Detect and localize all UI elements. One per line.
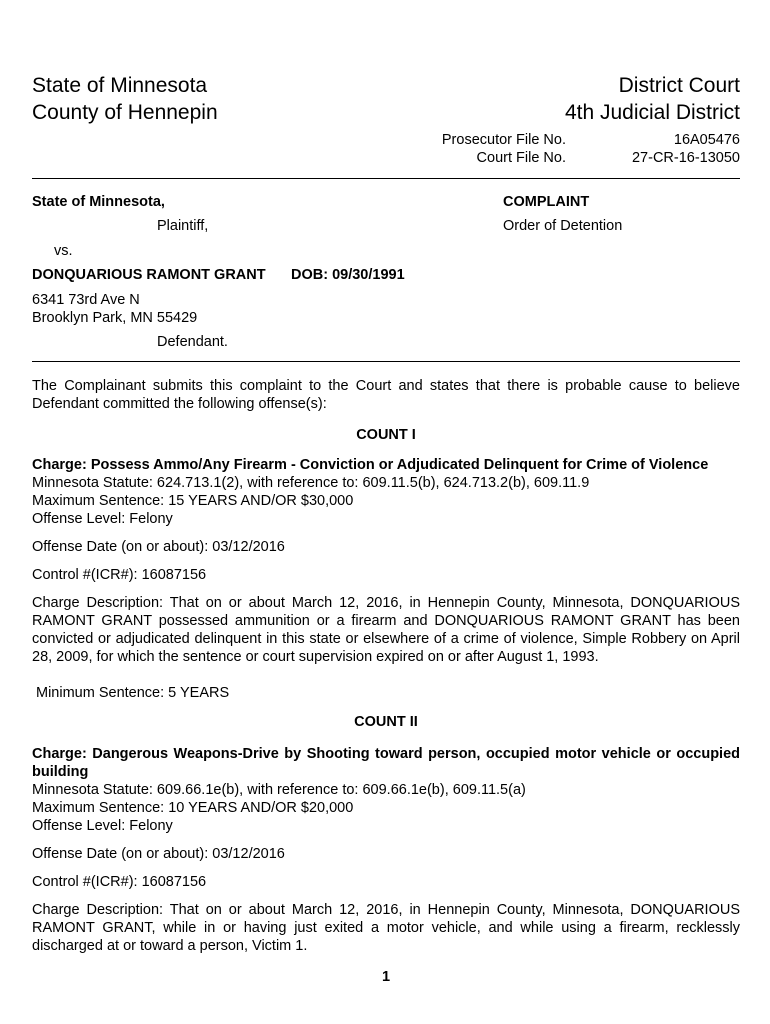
defendant-role: Defendant. — [157, 334, 228, 350]
charge-description: Charge Description: That on or about March 12, 2016, in Hennepin County, Minnesota, DONQUARIOUS RAMONT GRANT, while in or having just exited a motor vehicle, and while using a firearm, recklessly discharged at or toward a person, Victim 1. — [32, 902, 740, 954]
intro-paragraph: The Complainant submits this complaint to the Court and states that there is probable cause to believe Defendant committed the following offense(s): — [32, 378, 740, 412]
document-subtype: Order of Detention — [503, 218, 623, 234]
district-title: 4th Judicial District — [564, 101, 740, 124]
offense-date: Offense Date (on or about): 03/12/2016 — [32, 539, 285, 555]
max-sentence: Maximum Sentence: 10 YEARS AND/OR $20,000 — [32, 800, 354, 816]
page-number: 1 — [381, 969, 391, 985]
control-number: Control #(ICR#): 16087156 — [32, 567, 207, 583]
document-type: COMPLAINT — [503, 194, 590, 210]
charge-title: Charge: Dangerous Weapons-Drive by Shooting toward person, occupied motor vehicle or occupied building — [32, 746, 740, 780]
statute: Minnesota Statute: 624.713.1(2), with reference to: 609.11.5(b), 624.713.2(b), 609.11.9 — [32, 475, 590, 491]
plaintiff-role: Plaintiff, — [157, 218, 209, 234]
prosecutor-file-label: Prosecutor File No. — [441, 132, 566, 148]
control-number: Control #(ICR#): 16087156 — [32, 874, 207, 890]
state-title: State of Minnesota — [32, 74, 208, 97]
defendant-name: DONQUARIOUS RAMONT GRANT — [32, 267, 266, 283]
court-file-number: 27-CR-16-13050 — [631, 150, 740, 166]
statute: Minnesota Statute: 609.66.1e(b), with reference to: 609.66.1e(b), 609.11.5(a) — [32, 782, 526, 798]
offense-date: Offense Date (on or about): 03/12/2016 — [32, 846, 285, 862]
max-sentence: Maximum Sentence: 15 YEARS AND/OR $30,000 — [32, 493, 354, 509]
court-file-label: Court File No. — [476, 150, 566, 166]
count-heading: COUNT II — [354, 714, 418, 730]
document-page — [32, 0, 740, 1024]
county-title: County of Hennepin — [32, 101, 218, 124]
charge-description: Charge Description: That on or about March 12, 2016, in Hennepin County, Minnesota, DONQUARIOUS RAMONT GRANT possessed ammunition or a firearm and DONQUARIOUS RAMONT GRANT has been convicted or adjudicated delinquent in this state or elsewhere of a crime of violence, Simple Robbery on April 28, 2009, for which the sentence or court supervision expired on or after August 1, 1993. — [32, 595, 740, 665]
prosecutor-file-number: 16A05476 — [673, 132, 740, 148]
defendant-address-line2: Brooklyn Park, MN 55429 — [32, 310, 198, 326]
offense-level: Offense Level: Felony — [32, 511, 173, 527]
court-title: District Court — [618, 74, 740, 97]
count-heading: COUNT I — [356, 427, 416, 443]
min-sentence: Minimum Sentence: 5 YEARS — [36, 685, 230, 701]
offense-level: Offense Level: Felony — [32, 818, 173, 834]
caption-divider — [32, 361, 740, 362]
header-divider — [32, 178, 740, 179]
charge-title: Charge: Possess Ammo/Any Firearm - Conviction or Adjudicated Delinquent for Crime of Violence — [32, 457, 709, 473]
defendant-address-line1: 6341 73rd Ave N — [32, 292, 140, 308]
versus: vs. — [54, 243, 73, 259]
defendant-dob: DOB: 09/30/1991 — [291, 267, 405, 283]
plaintiff-name: State of Minnesota, — [32, 194, 165, 210]
